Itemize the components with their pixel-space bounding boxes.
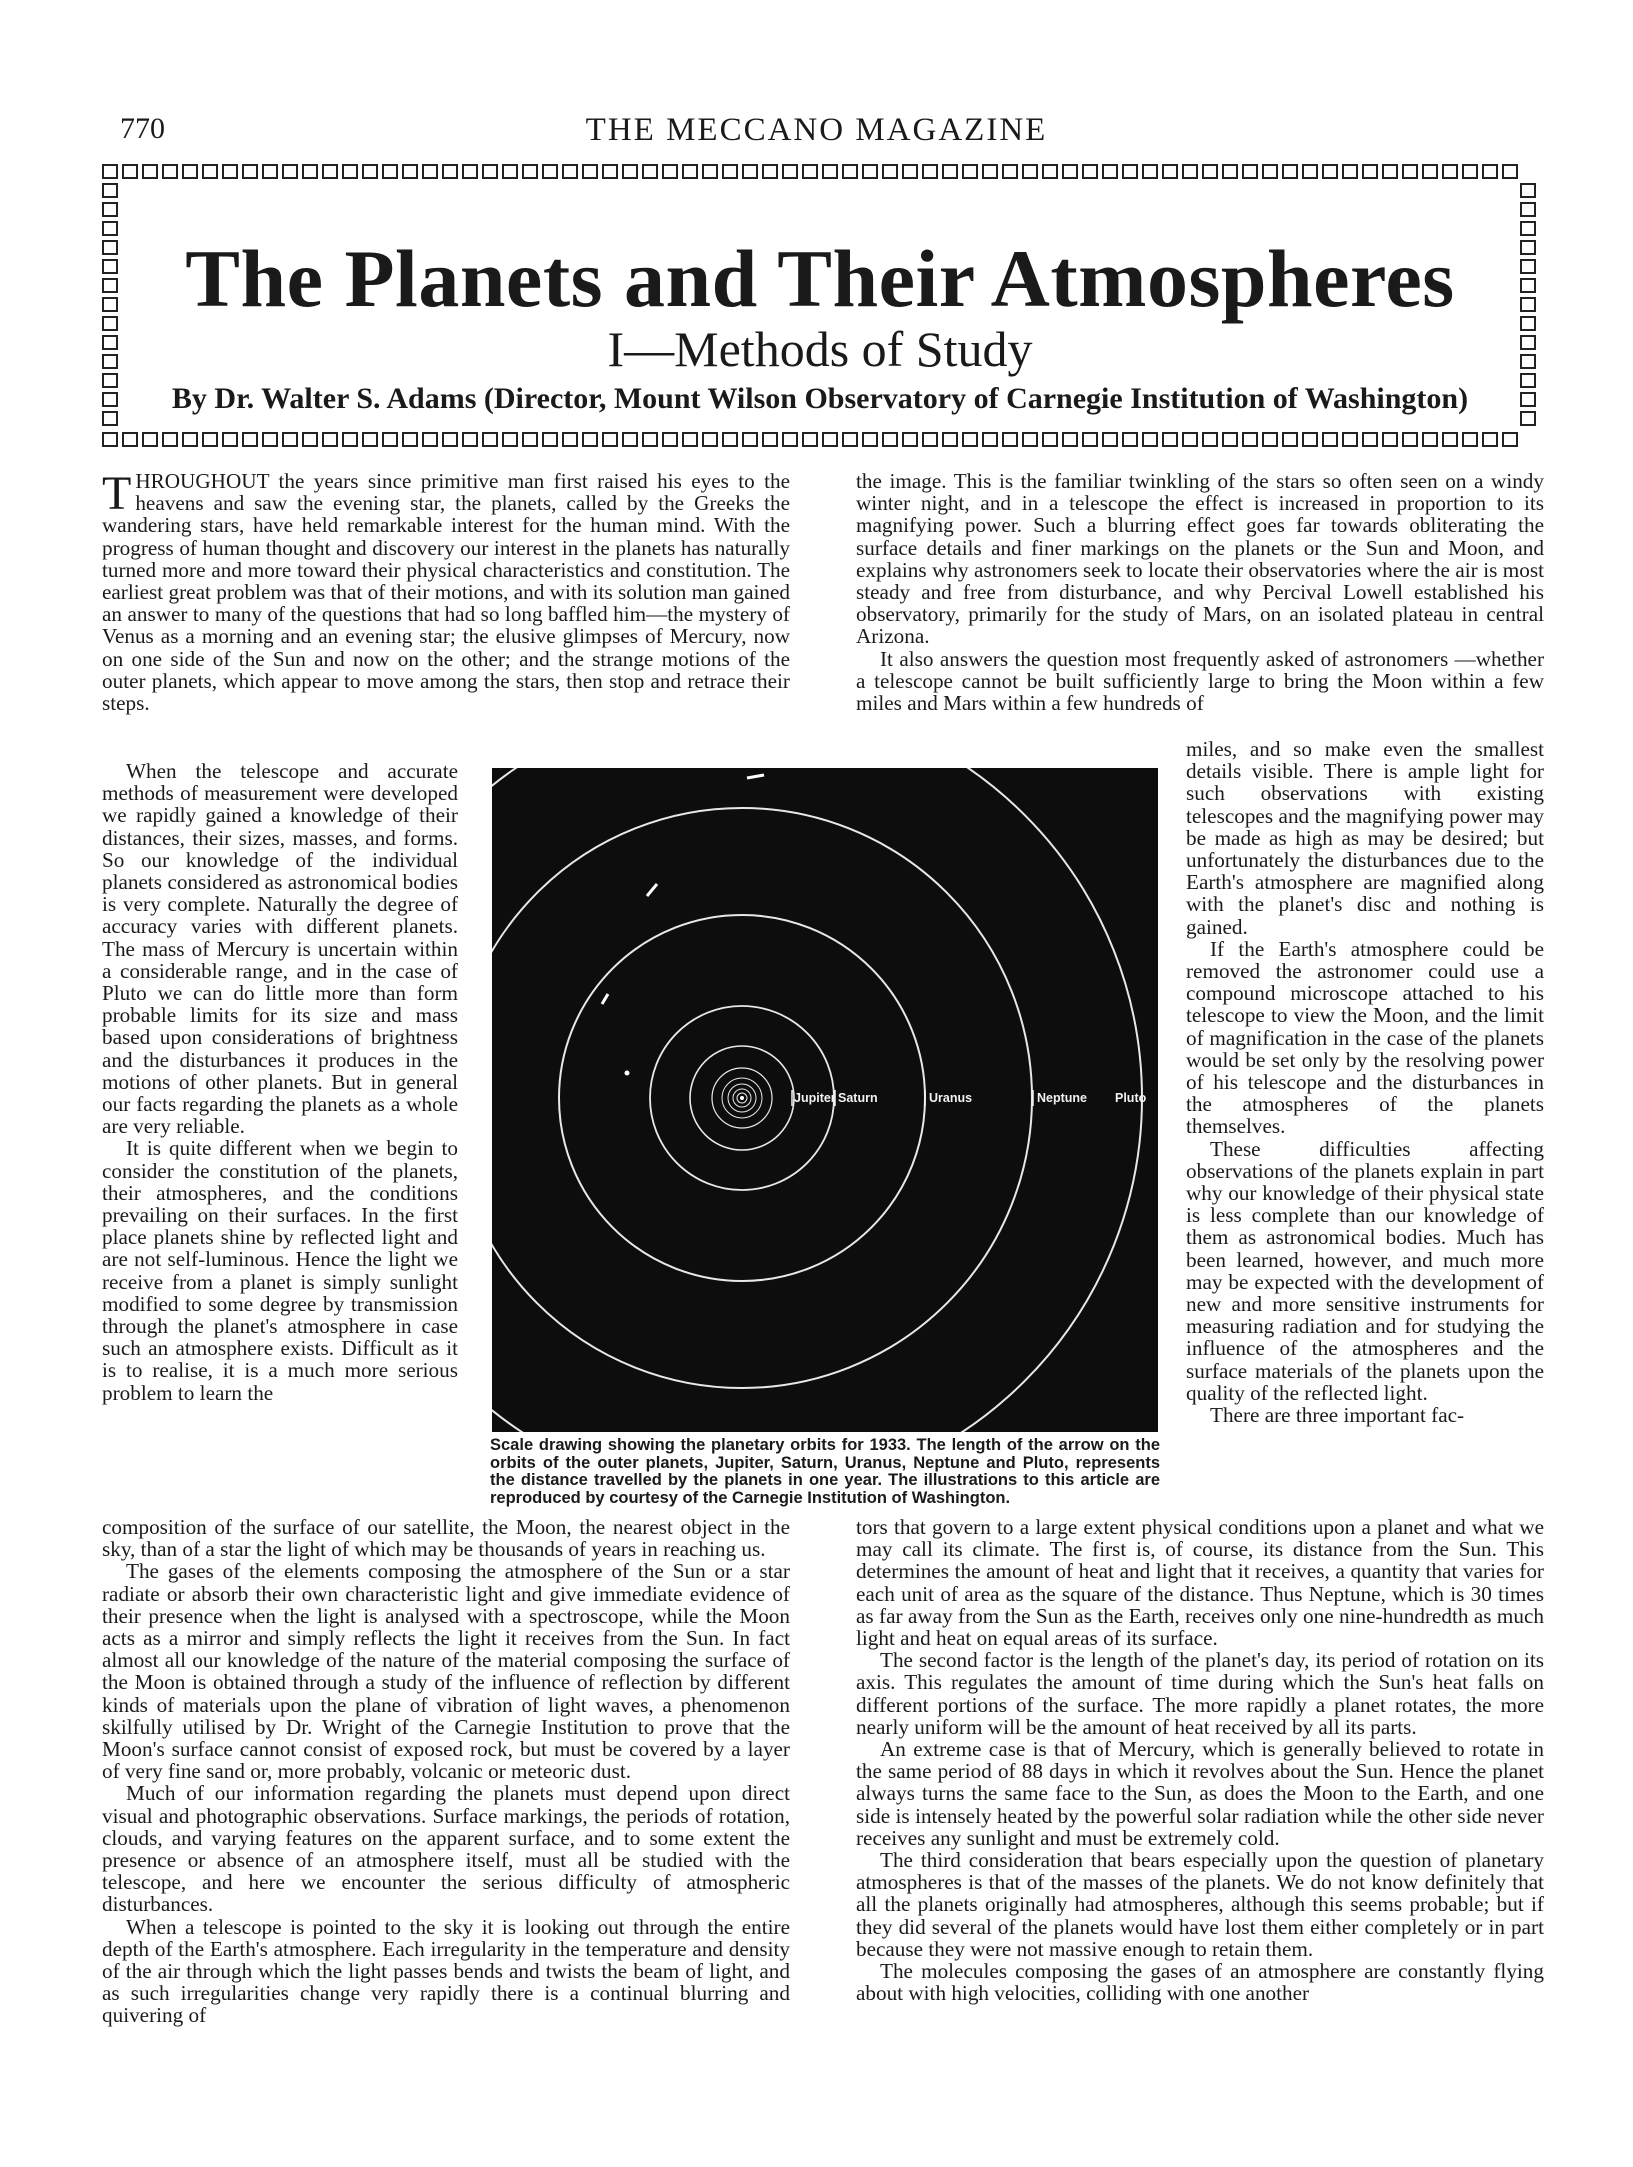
border-square xyxy=(1082,164,1098,179)
border-square xyxy=(1422,164,1438,179)
paragraph: The molecules composing the gases of an atmosphere are constantly flying about with high velocities, colliding with one another xyxy=(856,1959,1544,2006)
col2-narrow-text xyxy=(1186,738,1544,1426)
border-square xyxy=(102,183,118,198)
border-square xyxy=(942,164,958,179)
border-square xyxy=(682,164,698,179)
border-square xyxy=(1262,432,1278,447)
border-square xyxy=(1502,432,1518,447)
border-square xyxy=(782,432,798,447)
border-square xyxy=(422,164,438,179)
border-square xyxy=(302,432,318,447)
border-square xyxy=(882,164,898,179)
paragraph-text: HROUGHOUT the years since primitive man first raised his eyes to the heavens and saw the evening star, the planets, called by the Greeks the wandering stars, have held remarkable interest for the human mind. With the progress of human thought and discovery our interest in the planets has naturally turned more and more toward their physical characteristics and constitution. The earliest great problem was that of their motions, and with its solution man gained an answer to many of the questions that had so long baffled him—the mystery of Venus as a morning and an evening star; the elusive glimpses of Mercury, now on one side of the Sun and now on the other; and the strange motions of the outer planets, which appear to move among the stars, then stop and retrace their steps. xyxy=(102,469,790,716)
border-square xyxy=(1102,432,1118,447)
label-pluto: Pluto xyxy=(1115,1091,1147,1105)
border-square xyxy=(1242,432,1258,447)
border-square xyxy=(1402,432,1418,447)
border-square xyxy=(1302,432,1318,447)
label-saturn: Saturn xyxy=(838,1091,878,1105)
col1-narrow-text xyxy=(102,760,458,1404)
border-square xyxy=(462,164,478,179)
border-square xyxy=(802,164,818,179)
border-square xyxy=(1520,354,1536,369)
drop-cap: T xyxy=(102,467,132,520)
border-square xyxy=(302,164,318,179)
orbit-diagram xyxy=(492,768,1158,1432)
border-square xyxy=(1202,432,1218,447)
border-square xyxy=(1322,164,1338,179)
planet-dot xyxy=(625,1071,630,1076)
border-square xyxy=(1520,392,1536,407)
border-square xyxy=(1520,221,1536,236)
border-square xyxy=(282,164,298,179)
border-square xyxy=(1462,432,1478,447)
border-square xyxy=(202,164,218,179)
border-square xyxy=(662,432,678,447)
border-square xyxy=(922,432,938,447)
border-square xyxy=(962,432,978,447)
border-square xyxy=(1322,432,1338,447)
col1-bottom-text xyxy=(102,1516,790,2027)
col2-top-text xyxy=(856,470,1544,714)
paragraph: There are three important fac- xyxy=(1210,1403,1465,1428)
border-square xyxy=(442,432,458,447)
label-uranus: Uranus xyxy=(929,1091,973,1105)
border-square xyxy=(822,164,838,179)
col1-top-text xyxy=(102,467,790,716)
border-square xyxy=(862,164,878,179)
border-square xyxy=(722,432,738,447)
border-square xyxy=(102,354,118,369)
border-square xyxy=(1520,259,1536,274)
border-square xyxy=(122,164,138,179)
border-square xyxy=(782,164,798,179)
border-square xyxy=(1520,297,1536,312)
border-square xyxy=(802,432,818,447)
col2-bottom-text xyxy=(856,1516,1544,2004)
border-square xyxy=(1520,411,1536,426)
border-square xyxy=(1022,164,1038,179)
border-square xyxy=(102,164,118,179)
paragraph: miles, and so make even the smallest details visible. There is ample light for such observations with existing telescopes and the magnifying power may be made as high as may be desired; but unfortunately the disturbances due to the Earth's atmosphere are magnified along with the planet's disc and nothing is gained. xyxy=(1186,737,1544,939)
border-square xyxy=(222,432,238,447)
title-border-bottom xyxy=(102,432,1518,447)
border-square xyxy=(702,432,718,447)
border-square xyxy=(102,432,118,447)
article-title: The Planets and Their Atmospheres xyxy=(185,233,1455,324)
border-square xyxy=(1502,164,1518,179)
border-square xyxy=(1362,164,1378,179)
border-square xyxy=(962,164,978,179)
border-square xyxy=(902,164,918,179)
border-square xyxy=(1462,164,1478,179)
border-square xyxy=(942,432,958,447)
border-square xyxy=(982,164,998,179)
border-square xyxy=(182,432,198,447)
border-square xyxy=(902,432,918,447)
border-square xyxy=(102,392,118,407)
border-square xyxy=(242,164,258,179)
border-square xyxy=(1022,432,1038,447)
border-square xyxy=(102,278,118,293)
border-square xyxy=(582,432,598,447)
border-square xyxy=(1062,432,1078,447)
border-square xyxy=(262,164,278,179)
border-square xyxy=(122,432,138,447)
border-square xyxy=(222,164,238,179)
border-square xyxy=(922,164,938,179)
sun-dot xyxy=(740,1096,744,1100)
paragraph: The second factor is the length of the planet's day, its period of rotation on its axis. This regulates the amount of time during which the Sun's heat falls on different portions of the surface. The more rapidly a planet rotates, the more nearly uniform will be the amount of heat received by all its parts. xyxy=(856,1648,1544,1739)
border-square xyxy=(1342,164,1358,179)
border-square xyxy=(102,373,118,388)
border-square xyxy=(622,432,638,447)
border-square xyxy=(1362,432,1378,447)
border-square xyxy=(1520,335,1536,350)
paragraph: An extreme case is that of Mercury, which is generally believed to rotate in the same period of 88 days in which it revolves about the Sun. Hence the planet always turns the same face to the Sun, as does the Moon to the Earth, and one side is intensely heated by the powerful solar radiation while the other side never receives any sunlight and must be extremely cold. xyxy=(856,1737,1544,1850)
border-square xyxy=(622,164,638,179)
border-square xyxy=(102,335,118,350)
border-square xyxy=(242,432,258,447)
border-square xyxy=(342,432,358,447)
border-square xyxy=(762,432,778,447)
label-jupiter: Jupiter xyxy=(794,1091,836,1105)
border-square xyxy=(722,164,738,179)
border-square xyxy=(1222,164,1238,179)
paragraph: It is quite different when we begin to consider the constitution of the planets, their atmospheres, and the conditions prevailing on their surfaces. In the first place planets shine by reflected light and are not self-luminous. Hence the light we receive from a planet is simply sunlight modified to some degree by transmission through the planet's atmosphere in case such an atmosphere exists. Difficult as it is to realise, it is a much more serious problem to learn the xyxy=(102,1136,458,1405)
border-square xyxy=(542,432,558,447)
border-square xyxy=(602,432,618,447)
paragraph: These difficulties affecting observations of the planets explain in part why our knowledge of their physical state is less complete than our knowledge of them as astronomical bodies. Much has been learned, however, and much more may be expected with the development of new and more sensitive instruments for measuring radiation and for studying the influence of the atmospheres and the surface materials of the planets upon the quality of the reflected light. xyxy=(1186,1136,1544,1405)
border-square xyxy=(322,432,338,447)
border-square xyxy=(1082,432,1098,447)
border-square xyxy=(1520,373,1536,388)
border-square xyxy=(102,259,118,274)
paragraph: Much of our information regarding the planets must depend upon direct visual and photographic observations. Surface markings, the periods of rotation, clouds, and varying features on the apparent surface, and to some extent the presence or absence of an atmosphere itself, must all be studied with the telescope, and here we encounter the serious difficulty of atmospheric disturbances. xyxy=(102,1781,790,1917)
border-square xyxy=(1342,432,1358,447)
border-square xyxy=(842,164,858,179)
border-square xyxy=(842,432,858,447)
title-border-top xyxy=(102,164,1518,179)
border-square xyxy=(1182,164,1198,179)
border-square xyxy=(482,164,498,179)
border-square xyxy=(1402,164,1418,179)
border-square xyxy=(822,432,838,447)
border-square xyxy=(522,164,538,179)
border-square xyxy=(1382,432,1398,447)
border-square xyxy=(642,164,658,179)
border-square xyxy=(882,432,898,447)
border-square xyxy=(982,432,998,447)
border-square xyxy=(582,164,598,179)
border-square xyxy=(1122,432,1138,447)
border-square xyxy=(762,164,778,179)
border-square xyxy=(1142,164,1158,179)
border-square xyxy=(1142,432,1158,447)
border-square xyxy=(1520,183,1536,198)
border-square xyxy=(1520,240,1536,255)
figure-caption: Scale drawing showing the planetary orbits for 1933. The length of the arrow on the orbits of the outer planets, Jupiter, Saturn, Uranus, Neptune and Pluto, represents the distance travelled by the planets in one year. The illustrations to this article are reproduced by courtesy of the Carnegie Institution of Washington. xyxy=(490,1436,1160,1507)
border-square xyxy=(322,164,338,179)
border-square xyxy=(1002,164,1018,179)
border-square xyxy=(102,240,118,255)
border-square xyxy=(402,164,418,179)
border-square xyxy=(502,432,518,447)
paragraph: composition of the surface of our satellite, the Moon, the nearest object in the sky, than of a star the light of which may be thousands of years in reaching us. xyxy=(102,1515,790,1562)
border-square xyxy=(102,316,118,331)
orbit-figure xyxy=(492,768,1158,1432)
border-square xyxy=(102,297,118,312)
border-square xyxy=(862,432,878,447)
border-square xyxy=(542,164,558,179)
border-square xyxy=(182,164,198,179)
border-square xyxy=(662,164,678,179)
border-square xyxy=(1482,432,1498,447)
paragraph: the image. This is the familiar twinkling of the stars so often seen on a windy winter night, and in a telescope the effect is increased in proportion to its magnifying power. Such a blurring effect goes far towards obliterating the surface details and finer markings on the planets or the Sun and Moon, and explains why astronomers seek to locate their observatories where the air is most steady and free from disturbance, and why Percival Lowell established his observatory, primarily for the study of Mars, on an isolated plateau in central Arizona. xyxy=(856,469,1544,649)
border-square xyxy=(1062,164,1078,179)
border-square xyxy=(102,221,118,236)
border-square xyxy=(162,164,178,179)
border-square xyxy=(682,432,698,447)
title-border-left xyxy=(102,183,118,426)
border-square xyxy=(102,411,118,426)
border-square xyxy=(1382,164,1398,179)
border-square xyxy=(422,432,438,447)
border-square xyxy=(1242,164,1258,179)
border-square xyxy=(1002,432,1018,447)
paragraph: The third consideration that bears especially upon the question of planetary atmospheres is that of the masses of the planets. We do not know definitely that all the planets originally had atmospheres, although this seems probable; but if they did several of the planets would have lost them either completely or in part because they were not massive enough to retain them. xyxy=(856,1848,1544,1961)
paragraph: The gases of the elements composing the atmosphere of the Sun or a star radiate or absorb their own characteristic light and give immediate evidence of their presence when the light is analysed with a spectroscope, while the Moon acts as a mirror and simply reflects the light it receives from the Sun. In fact almost all our knowledge of the nature of the material composing the surface of the Moon is obtained through a study of the influence of reflection by different kinds of materials upon the plane of vibration of light waves, a phenomenon skilfully utilised by Dr. Wright of the Carnegie Institution to prove that the Moon's surface cannot consist of exposed rock, but must be covered by a layer of very fine sand or, more probably, volcanic or meteoric dust. xyxy=(102,1559,790,1784)
border-square xyxy=(702,164,718,179)
paragraph: tors that govern to a large extent physical conditions upon a planet and what we may call its climate. The first is, of course, its distance from the Sun. This determines the amount of heat and light that it receives, a quantity that varies for each unit of area as the square of the distance. Thus Neptune, which is 30 times as far away from the Sun as the Earth, receives only one nine-hundredth as much light and heat on equal areas of its surface. xyxy=(856,1515,1544,1651)
border-square xyxy=(1442,432,1458,447)
border-square xyxy=(562,164,578,179)
border-square xyxy=(362,164,378,179)
arrow-uranus xyxy=(602,994,608,1004)
border-square xyxy=(562,432,578,447)
border-square xyxy=(142,432,158,447)
paragraph: It also answers the question most frequently asked of astronomers —whether a telescope cannot be built sufficiently large to bring the Moon within a few miles and Mars within a few hundreds of xyxy=(856,646,1544,716)
border-square xyxy=(402,432,418,447)
border-square xyxy=(142,164,158,179)
border-square xyxy=(282,432,298,447)
border-square xyxy=(1182,432,1198,447)
border-square xyxy=(1162,432,1178,447)
border-square xyxy=(742,164,758,179)
arrow-neptune xyxy=(647,884,657,896)
paragraph xyxy=(102,467,790,716)
border-square xyxy=(1282,432,1298,447)
border-square xyxy=(382,432,398,447)
border-square xyxy=(362,432,378,447)
border-square xyxy=(642,432,658,447)
border-square xyxy=(1302,164,1318,179)
border-square xyxy=(1422,432,1438,447)
border-square xyxy=(1520,278,1536,293)
border-square xyxy=(1482,164,1498,179)
border-square xyxy=(1222,432,1238,447)
label-neptune: Neptune xyxy=(1037,1091,1087,1105)
border-square xyxy=(262,432,278,447)
border-square xyxy=(602,164,618,179)
article-subtitle: I—Methods of Study xyxy=(607,321,1033,377)
border-square xyxy=(1162,164,1178,179)
border-square xyxy=(502,164,518,179)
border-square xyxy=(1262,164,1278,179)
border-square xyxy=(1122,164,1138,179)
paragraph: If the Earth's atmosphere could be removed the astronomer could use a compound microscope attached to his telescope to view the Moon, and the limit of magnification in the case of the planets would be set only by the resolving power of his telescope and the disturbances in the atmospheres of the planets themselves. xyxy=(1186,936,1544,1139)
border-square xyxy=(1042,164,1058,179)
border-square xyxy=(162,432,178,447)
border-square xyxy=(102,202,118,217)
border-square xyxy=(202,432,218,447)
border-square xyxy=(442,164,458,179)
title-border-right xyxy=(1520,183,1536,426)
border-square xyxy=(1202,164,1218,179)
border-square xyxy=(742,432,758,447)
border-square xyxy=(522,432,538,447)
border-square xyxy=(1282,164,1298,179)
byline: By Dr. Walter S. Adams (Director, Mount Wilson Observatory of Carnegie Institution of Washington) xyxy=(171,382,1469,415)
border-square xyxy=(1520,316,1536,331)
border-square xyxy=(462,432,478,447)
border-square xyxy=(1042,432,1058,447)
border-square xyxy=(1520,202,1536,217)
border-square xyxy=(1102,164,1118,179)
paragraph: When a telescope is pointed to the sky it is looking out through the entire depth of the Earth's atmosphere. Each irregularity in the temperature and density of the air through which the light passes bends and twists the beam of light, and as such irregularities change very rapidly there is a continual blurring and quivering of xyxy=(102,1914,790,2028)
running-head: THE MECCANO MAGAZINE xyxy=(585,112,1048,148)
border-square xyxy=(382,164,398,179)
paragraph: When the telescope and accurate methods of measurement were developed we rapidly gained a knowledge of their distances, their sizes, masses, and forms. So our knowledge of the individual planets considered as astronomical bodies is very complete. Naturally the degree of accuracy varies with different planets. The mass of Mercury is uncertain within a considerable range, and in the case of Pluto we can do little more than form probable limits for its size and mass based upon considerations of brightness and the disturbances it produces in the motions of other planets. But in general our facts regarding the planets as a whole are very reliable. xyxy=(102,759,458,1139)
border-square xyxy=(1442,164,1458,179)
border-square xyxy=(342,164,358,179)
arrow-pluto xyxy=(747,775,764,778)
page-number: 770 xyxy=(120,112,165,145)
border-square xyxy=(482,432,498,447)
